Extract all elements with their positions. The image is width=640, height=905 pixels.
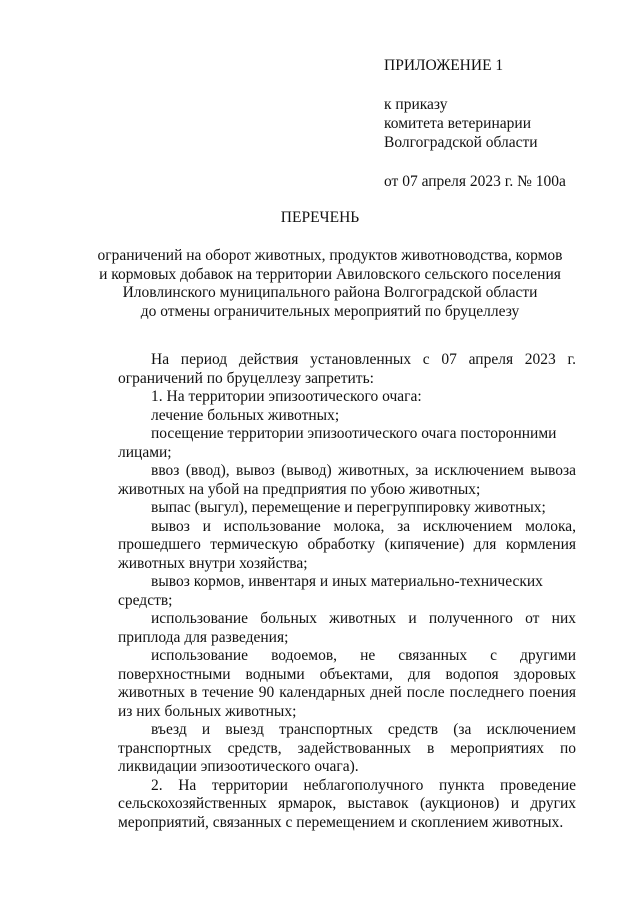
appendix-block xyxy=(384,56,624,191)
appendix-title: ПРИЛОЖЕНИЕ 1 xyxy=(384,57,504,74)
list-item: посещение территории эпизоотического очага посторонними лицами; xyxy=(118,425,557,461)
document-title: ПЕРЕЧЕНЬ xyxy=(280,209,360,226)
list-item: вывоз кормов, инвентаря и иных материально-технических средств; xyxy=(118,573,543,609)
intro-paragraph: На период действия установленных с 07 апреля 2023 г. ограничений по бруцеллезу запретить: xyxy=(118,351,576,387)
appendix-date: от 07 апреля 2023 г. № 100а xyxy=(384,173,566,190)
appendix-line: к приказу xyxy=(384,96,448,113)
subtitle-line: до отмены ограничительных мероприятий по бруцеллезу xyxy=(140,302,520,320)
list-item: въезд и выезд транспортных средств (за исключением транспортных средств, задействованных в мероприятиях по ликвидации эпизоотического очага). xyxy=(118,721,576,775)
list-item: вывоз и использование молока, за исключением молока, прошедшего термическую обработку (кипячение) для кормления животных внутри хозяйства; xyxy=(118,517,576,572)
list-item: использование больных животных и полученного от них приплода для разведения; xyxy=(118,610,576,646)
document-body xyxy=(118,351,576,832)
list-item: ввоз (ввод), вывоз (вывод) животных, за исключением вывоза животных на убой на предприятия по убою животных; xyxy=(118,462,576,498)
list-item: использование водоемов, не связанных с другими поверхностными водными объектами, для водопоя здоровых животных в течение 90 календарных дней после последнего поения из них больных животных; xyxy=(118,647,576,720)
subtitle-line: ограничений на оборот животных, продуктов животноводства, кормов xyxy=(97,247,563,264)
document-subtitle xyxy=(90,247,570,321)
subtitle-line: и кормовых добавок на территории Авиловского сельского поселения xyxy=(99,265,561,283)
list-item: лечение больных животных; xyxy=(151,406,340,424)
item1-heading: 1. На территории эпизоотического очага: xyxy=(151,388,422,405)
subtitle-line: Иловлинского муниципального района Волгоградской области xyxy=(122,284,538,301)
appendix-line: Волгоградской области xyxy=(384,134,538,151)
appendix-line: комитета ветеринарии xyxy=(384,115,531,132)
list-item: выпас (выгул), перемещение и перегруппировку животных; xyxy=(151,499,546,516)
item2-paragraph: 2. На территории неблагополучного пункта проведение сельскохозяйственных ярмарок, выставок (аукционов) и других мероприятий, связанных с перемещением и скоплением животных. xyxy=(118,776,576,831)
